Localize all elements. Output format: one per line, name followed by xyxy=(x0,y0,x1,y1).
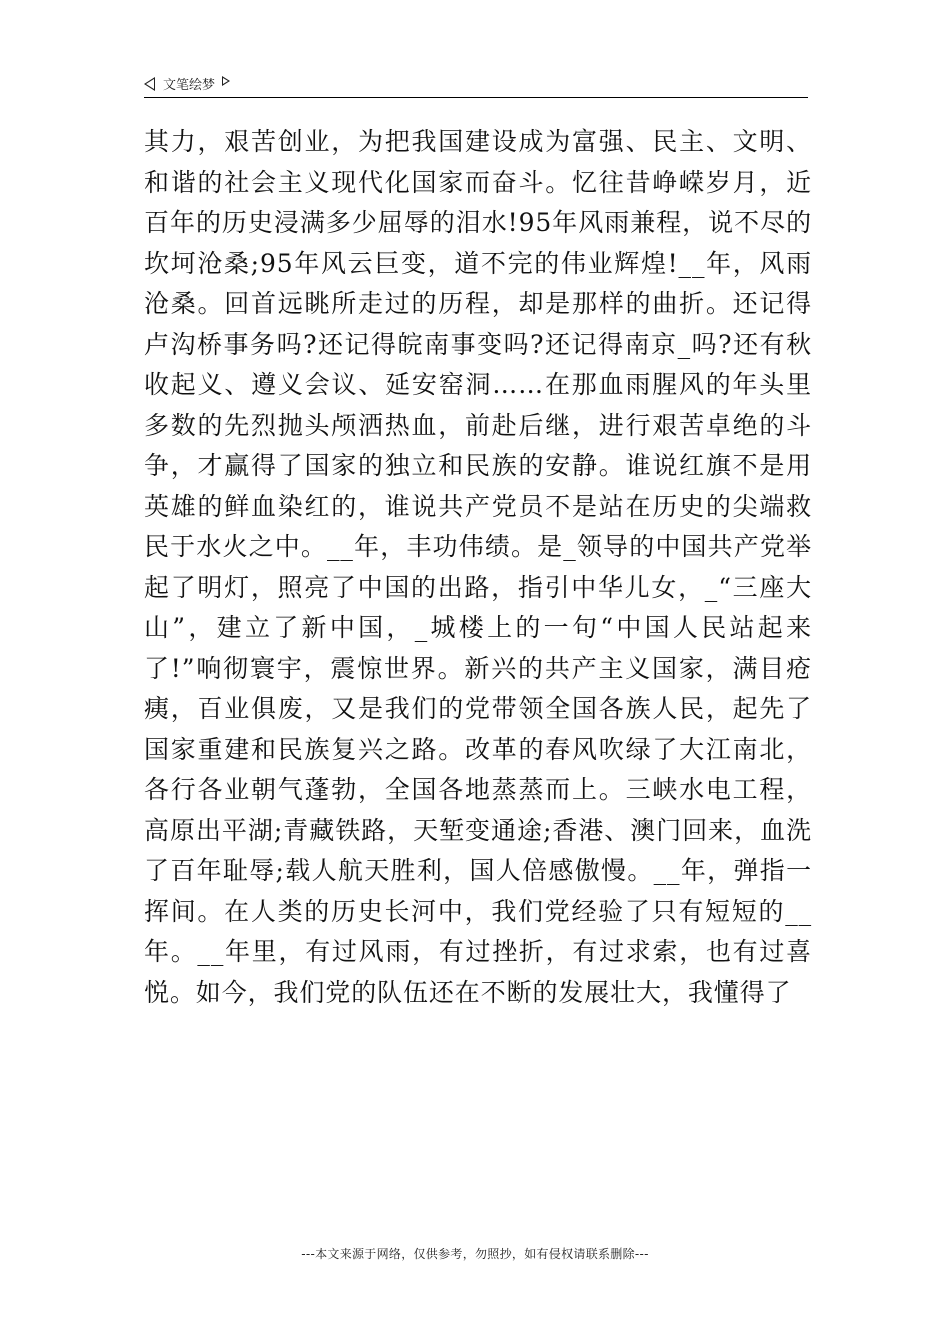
page-footer-notice: ---本文来源于网络，仅供参考，勿照抄，如有侵权请联系删除--- xyxy=(301,1247,649,1261)
header-brand xyxy=(144,74,230,93)
triangle-left-icon xyxy=(144,77,155,91)
triangle-right-icon xyxy=(222,76,230,86)
page-header xyxy=(144,70,808,100)
body-paragraph: 其力，艰苦创业，为把我国建设成为富强、民主、文明、和谐的社会主义现代化国家而奋斗。忆往昔峥嵘岁月，近百年的历史浸满多少屈辱的泪水!95年风雨兼程，说不尽的坎坷沧桑;95年风云巨变，道不完的伟业辉煌!__年，风雨沧桑。回首远眺所走过的历程，却是那样的曲折。还记得卢沟桥事务吗?还记得皖南事变吗?还记得南京_吗?还有秋收起义、遵义会议、延安窑洞……在那血雨腥风的年头里多数的先烈抛头颅洒热血，前赴后继，进行艰苦卓绝的斗争，才赢得了国家的独立和民族的安静。谁说红旗不是用英雄的鲜血染红的，谁说共产党员不是站在历史的尖端救民于水火之中。__年，丰功伟绩。是_领导的中国共产党举起了明灯，照亮了中国的出路，指引中华儿女，_“三座大山”，建立了新中国，_城楼上的一句“中国人民站起来了!”响彻寰宇，震惊世界。新兴的共产主义国家，满目疮痍，百业俱废，又是我们的党带领全国各族人民，起先了国家重建和民族复兴之路。改革的春风吹绿了大江南北，各行各业朝气蓬勃，全国各地蒸蒸而上。三峡水电工程，高原出平湖;青藏铁路，天堑变通途;香港、澳门回来，血洗了百年耻辱;载人航天胜利，国人倍感傲慢。__年，弹指一挥间。在人类的历史长河中，我们党经验了只有短短的__年。__年里，有过风雨，有过挫折，有过求索，也有过喜悦。如今，我们党的队伍还在不断的发展壮大，我懂得了 xyxy=(144,127,812,1007)
header-divider xyxy=(144,97,808,98)
brand-label: 文笔绘梦 xyxy=(163,78,216,93)
